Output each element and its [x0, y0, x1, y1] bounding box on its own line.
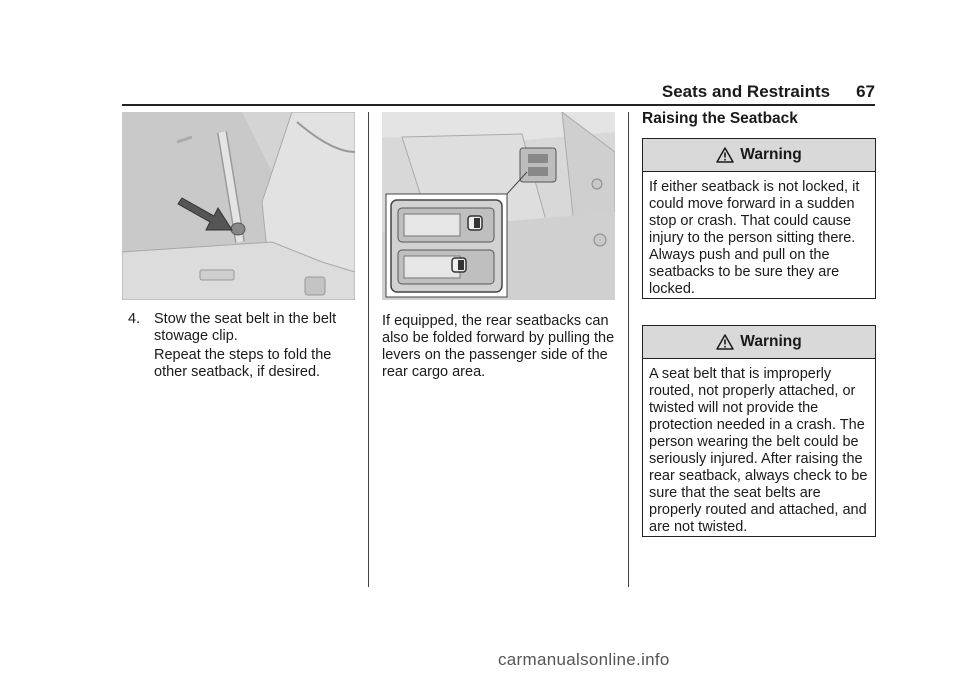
warning-text: If either seatback is not locked, it could move forward in a sudden stop or crash. That could cause injury to the person sitting there. Always push and pull on the seatbacks to be sure they are locked. — [649, 179, 860, 297]
page-header — [122, 80, 875, 104]
rear-seatback-lever-paragraph: If equipped, the rear seatbacks can also be folded forward by pulling the levers on the passenger side of the rear cargo area. — [382, 313, 615, 380]
warning-box-2 — [642, 325, 876, 537]
seat-belt-stowage-illustration — [122, 112, 355, 300]
column-divider-2 — [628, 112, 629, 587]
section-title: Seats and Restraints — [661, 82, 831, 101]
step-text: Stow the seat belt in the belt stowage clip. — [154, 311, 337, 344]
column-divider-1 — [368, 112, 369, 587]
followup-paragraph: Repeat the steps to fold the other seatback, if desired. — [154, 347, 332, 380]
warning-text: A seat belt that is improperly routed, not properly attached, or twisted will not provide the protection needed in a crash. The person wearing the belt could be seriously injured. After raising the rear seatback, always check to be sure that the seat belts are properly routed and attached, and are not twisted. — [649, 366, 868, 535]
header-rule — [122, 104, 875, 106]
warning-triangle-icon — [716, 147, 734, 163]
step-number: 4. — [128, 311, 141, 327]
warning-title: Warning — [740, 146, 802, 163]
section-heading: Raising the Seatback — [642, 110, 798, 127]
warning-header — [643, 326, 875, 359]
page-number: 67 — [856, 82, 875, 101]
warning-title: Warning — [740, 333, 802, 350]
cargo-release-levers-illustration — [382, 112, 615, 300]
warning-box-1 — [642, 138, 876, 299]
warning-header — [643, 139, 875, 172]
watermark: carmanualsonline.info — [498, 650, 670, 669]
warning-triangle-icon — [716, 334, 734, 350]
